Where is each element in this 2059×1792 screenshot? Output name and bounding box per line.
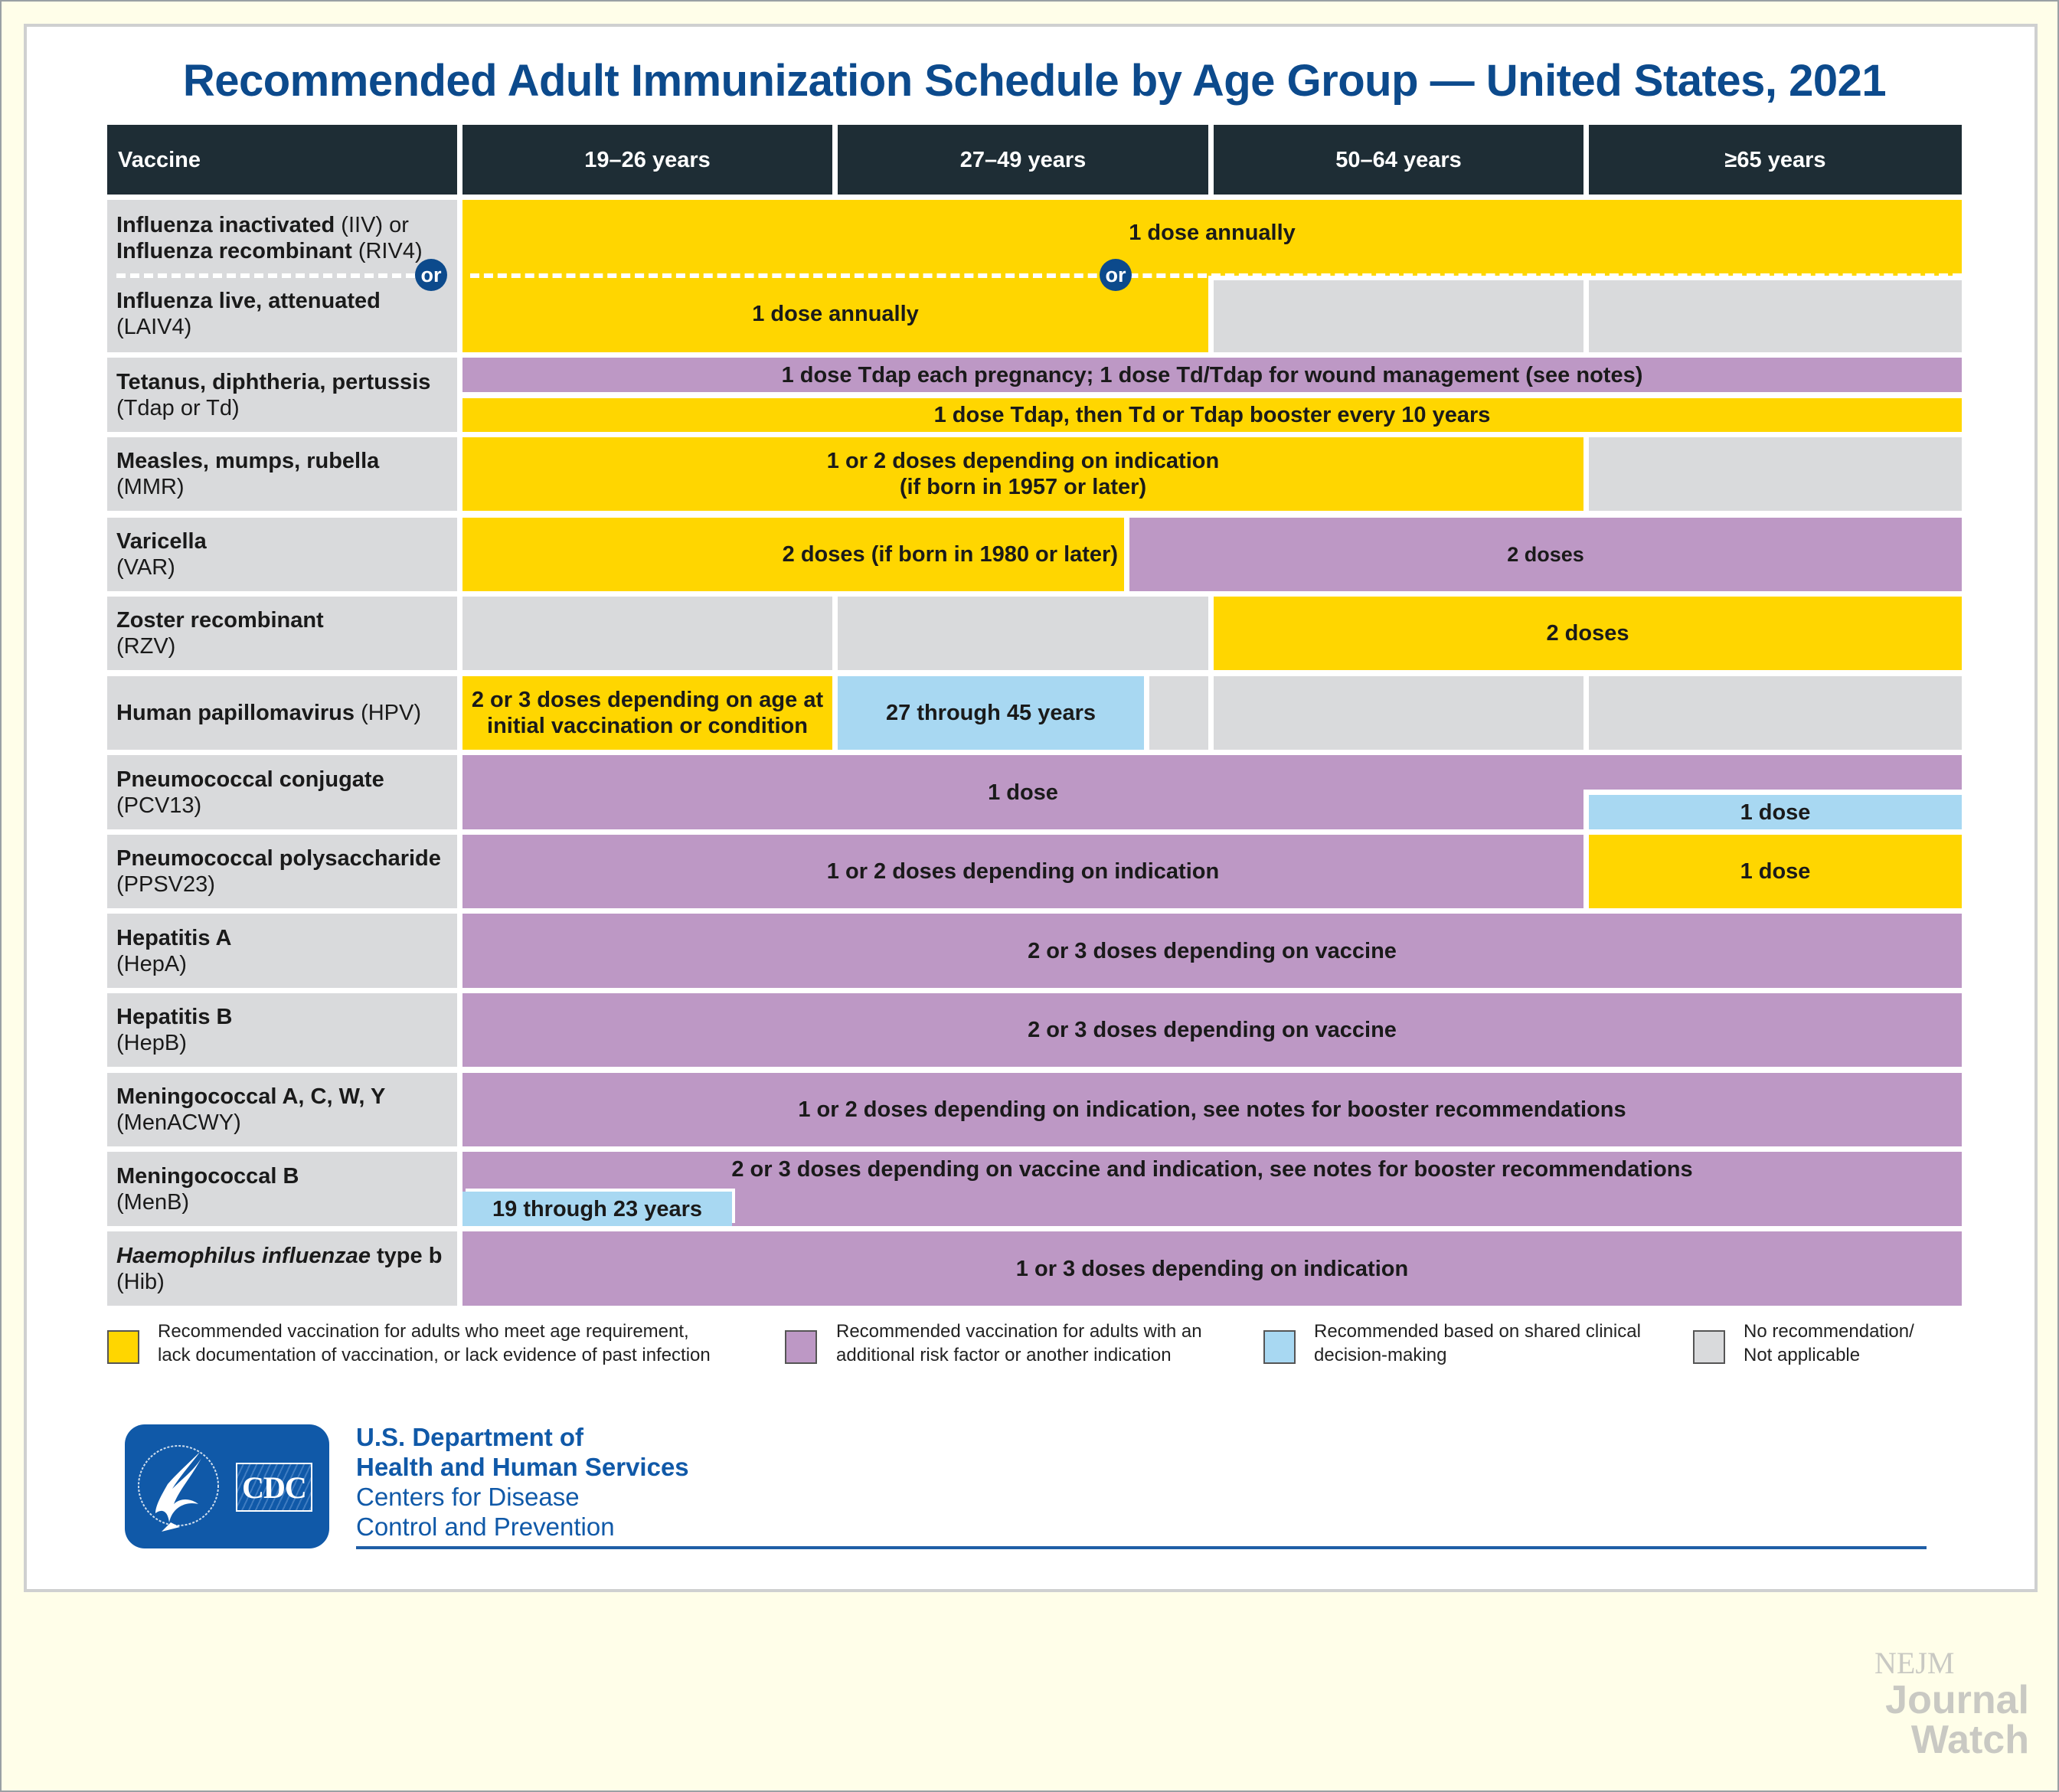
mmr-na-65 [1589,437,1962,511]
hpv-age-line2: initial vaccination or condition [487,714,808,738]
pcv13-shared-bar: 1 dose [1589,795,1962,829]
influenza-iiv-bar: 1 dose annually [462,200,1962,276]
vaccine-name: Pneumococcal polysaccharide [116,846,441,871]
varicella-age-label: 2 doses (if born in 1980 or later) [782,542,1118,567]
hpv-na-65 [1589,676,1962,750]
vaccine-name: Tetanus, diphtheria, pertussis [116,369,431,394]
vaccine-ppsv23 [107,835,457,908]
legend-text-not-applicable [1744,1319,1914,1367]
vaccine-name-italic: Haemophilus influenzae [116,1243,371,1268]
legend-text-risk-based [836,1319,1202,1367]
cdc-logo [125,1424,329,1548]
legend-text-shared-decision [1314,1319,1641,1367]
legend-line: Not applicable [1744,1345,1861,1365]
vaccine-hepa [107,914,457,988]
vaccine-abbr: (PPSV23) [116,872,215,897]
varicella-age-bar [462,518,1124,591]
hpv-age-bar [462,676,832,750]
vaccine-abbr: (PCV13) [116,793,202,818]
legend-line: decision-making [1314,1345,1447,1365]
vaccine-abbr: (VAR) [116,555,175,580]
legend-line: lack documentation of vaccination, or lack evidence of past infection [158,1345,711,1365]
vaccine-name: Varicella [116,529,207,554]
vaccine-abbr: (MMR) [116,475,185,499]
influenza-laiv-bar: 1 dose annually [462,276,1208,352]
vaccine-abbr: (RIV4) [358,238,423,263]
vaccine-hepb [107,993,457,1067]
vaccine-abbr: (HepB) [116,1031,187,1055]
or-badge-vaccine: or [415,259,447,291]
tdap-routine-bar: 1 dose Tdap, then Td or Tdap booster every 10 years [462,398,1962,432]
hepa-bar: 2 or 3 doses depending on vaccine [462,914,1962,988]
vaccine-influenza-live [107,276,457,352]
hpv-age-line1: 2 or 3 doses depending on age at [471,688,824,712]
hhs-line1: U.S. Department of [356,1423,584,1451]
vaccine-abbr: (MenB) [116,1189,190,1215]
watch-text: Watch [1910,1718,2029,1762]
vaccine-abbr: (Hib) [116,1269,165,1294]
influenza-laiv-na-50-64 [1214,280,1583,352]
hhs-line2: Health and Human Services [356,1453,689,1481]
vaccine-name: Zoster recombinant [116,608,324,633]
header-age-27-49: 27–49 years [838,125,1208,195]
pcv13-risk-bar: 1 dose [462,755,1583,829]
vaccine-abbr: (IIV) or [341,212,409,237]
menb-shared-bar: 19 through 23 years [462,1192,732,1226]
cdc-line2: Control and Prevention [356,1512,615,1541]
cdc-line1: Centers for Disease [356,1483,580,1511]
vaccine-hpv [107,676,457,750]
vaccine-name: Influenza live, attenuated [116,289,381,313]
mmr-line2: (if born in 1957 or later) [899,475,1147,499]
legend-swatch-age-based [107,1330,139,1364]
nejm-text: NEJM [1874,1646,1955,1680]
vaccine-tdap [107,358,457,432]
vaccine-menacwy [107,1073,457,1146]
vaccine-name: Hepatitis A [116,925,232,950]
legend-text-age-based [158,1319,711,1367]
vaccine-name: Meningococcal B [116,1163,299,1189]
header-vaccine: Vaccine [107,125,457,195]
vaccine-name: Hepatitis B [116,1005,233,1029]
legend-line: Recommended vaccination for adults with an [836,1321,1202,1342]
vaccine-varicella [107,518,457,591]
menb-risk-label: 2 or 3 doses depending on vaccine and indication, see notes for booster recommendations [731,1157,1693,1182]
cdc-text: CDC [242,1470,306,1505]
vaccine-influenza-inactivated-recombinant [107,200,457,276]
vaccine-abbr: (RZV) [116,634,176,659]
mmr-line1: 1 or 2 doses depending on indication [826,449,1220,473]
hib-bar: 1 or 3 doses depending on indication [462,1231,1962,1306]
page-title: Recommended Adult Immunization Schedule by Age Group — United States, 2021 [182,56,1887,106]
vaccine-hib [107,1231,457,1306]
footer-rule [356,1546,1927,1549]
vaccine-abbr: (HPV) [361,701,422,725]
or-divider-left [116,273,415,278]
hepb-bar: 2 or 3 doses depending on vaccine [462,993,1962,1067]
vaccine-name: Pneumococcal conjugate [116,767,384,792]
or-badge-schedule: or [1100,259,1132,291]
ppsv23-age-bar: 1 dose [1589,835,1962,908]
vaccine-abbr: (HepA) [116,951,187,976]
cdc-badge [236,1463,312,1512]
nejm-watermark [1853,1646,2029,1760]
vaccine-mmr [107,437,457,511]
vaccine-name: Influenza inactivated [116,212,335,237]
vaccine-abbr: (LAIV4) [116,315,192,339]
legend-line: Recommended based on shared clinical [1314,1321,1641,1342]
influenza-laiv-na-65 [1589,280,1962,352]
vaccine-zoster [107,597,457,670]
vaccine-name: Meningococcal A, C, W, Y [116,1084,386,1109]
header-age-50-64: 50–64 years [1214,125,1583,195]
ppsv23-risk-bar: 1 or 2 doses depending on indication [462,835,1583,908]
zoster-na-27-49 [838,597,1208,670]
legend-line: No recommendation/ [1744,1321,1914,1342]
header-age-65-plus: ≥65 years [1589,125,1962,195]
vaccine-name: type b [370,1243,443,1268]
menacwy-bar: 1 or 2 doses depending on indication, see notes for booster recommendations [462,1073,1962,1146]
journal-text: Journal [1885,1678,2029,1722]
varicella-risk-bar: 2 doses [1129,518,1962,591]
vaccine-abbr: (Tdap or Td) [116,395,240,420]
or-divider-right [470,273,1962,278]
legend-swatch-risk-based [785,1330,817,1364]
vaccine-name: Influenza recombinant [116,238,352,263]
hpv-shared-bar: 27 through 45 years [838,676,1144,750]
zoster-na-19-26 [462,597,832,670]
zoster-bar: 2 doses [1214,597,1962,670]
vaccine-pcv13 [107,755,457,829]
header-age-19-26: 19–26 years [462,125,832,195]
vaccine-name: Measles, mumps, rubella [116,449,380,473]
legend-line: additional risk factor or another indication [836,1345,1172,1365]
vaccine-name: Human papillomavirus [116,701,355,725]
legend-swatch-not-applicable [1693,1330,1725,1364]
hpv-na-50-64 [1214,676,1583,750]
mmr-bar [462,437,1583,511]
hpv-na-27-49-rest [1149,676,1208,750]
vaccine-menb [107,1152,457,1226]
legend-line: Recommended vaccination for adults who meet age requirement, [158,1321,689,1342]
vaccine-abbr: (MenACWY) [116,1110,241,1135]
tdap-risk-bar: 1 dose Tdap each pregnancy; 1 dose Td/Tdap for wound management (see notes) [462,358,1962,392]
legend-swatch-shared-decision [1263,1330,1296,1364]
